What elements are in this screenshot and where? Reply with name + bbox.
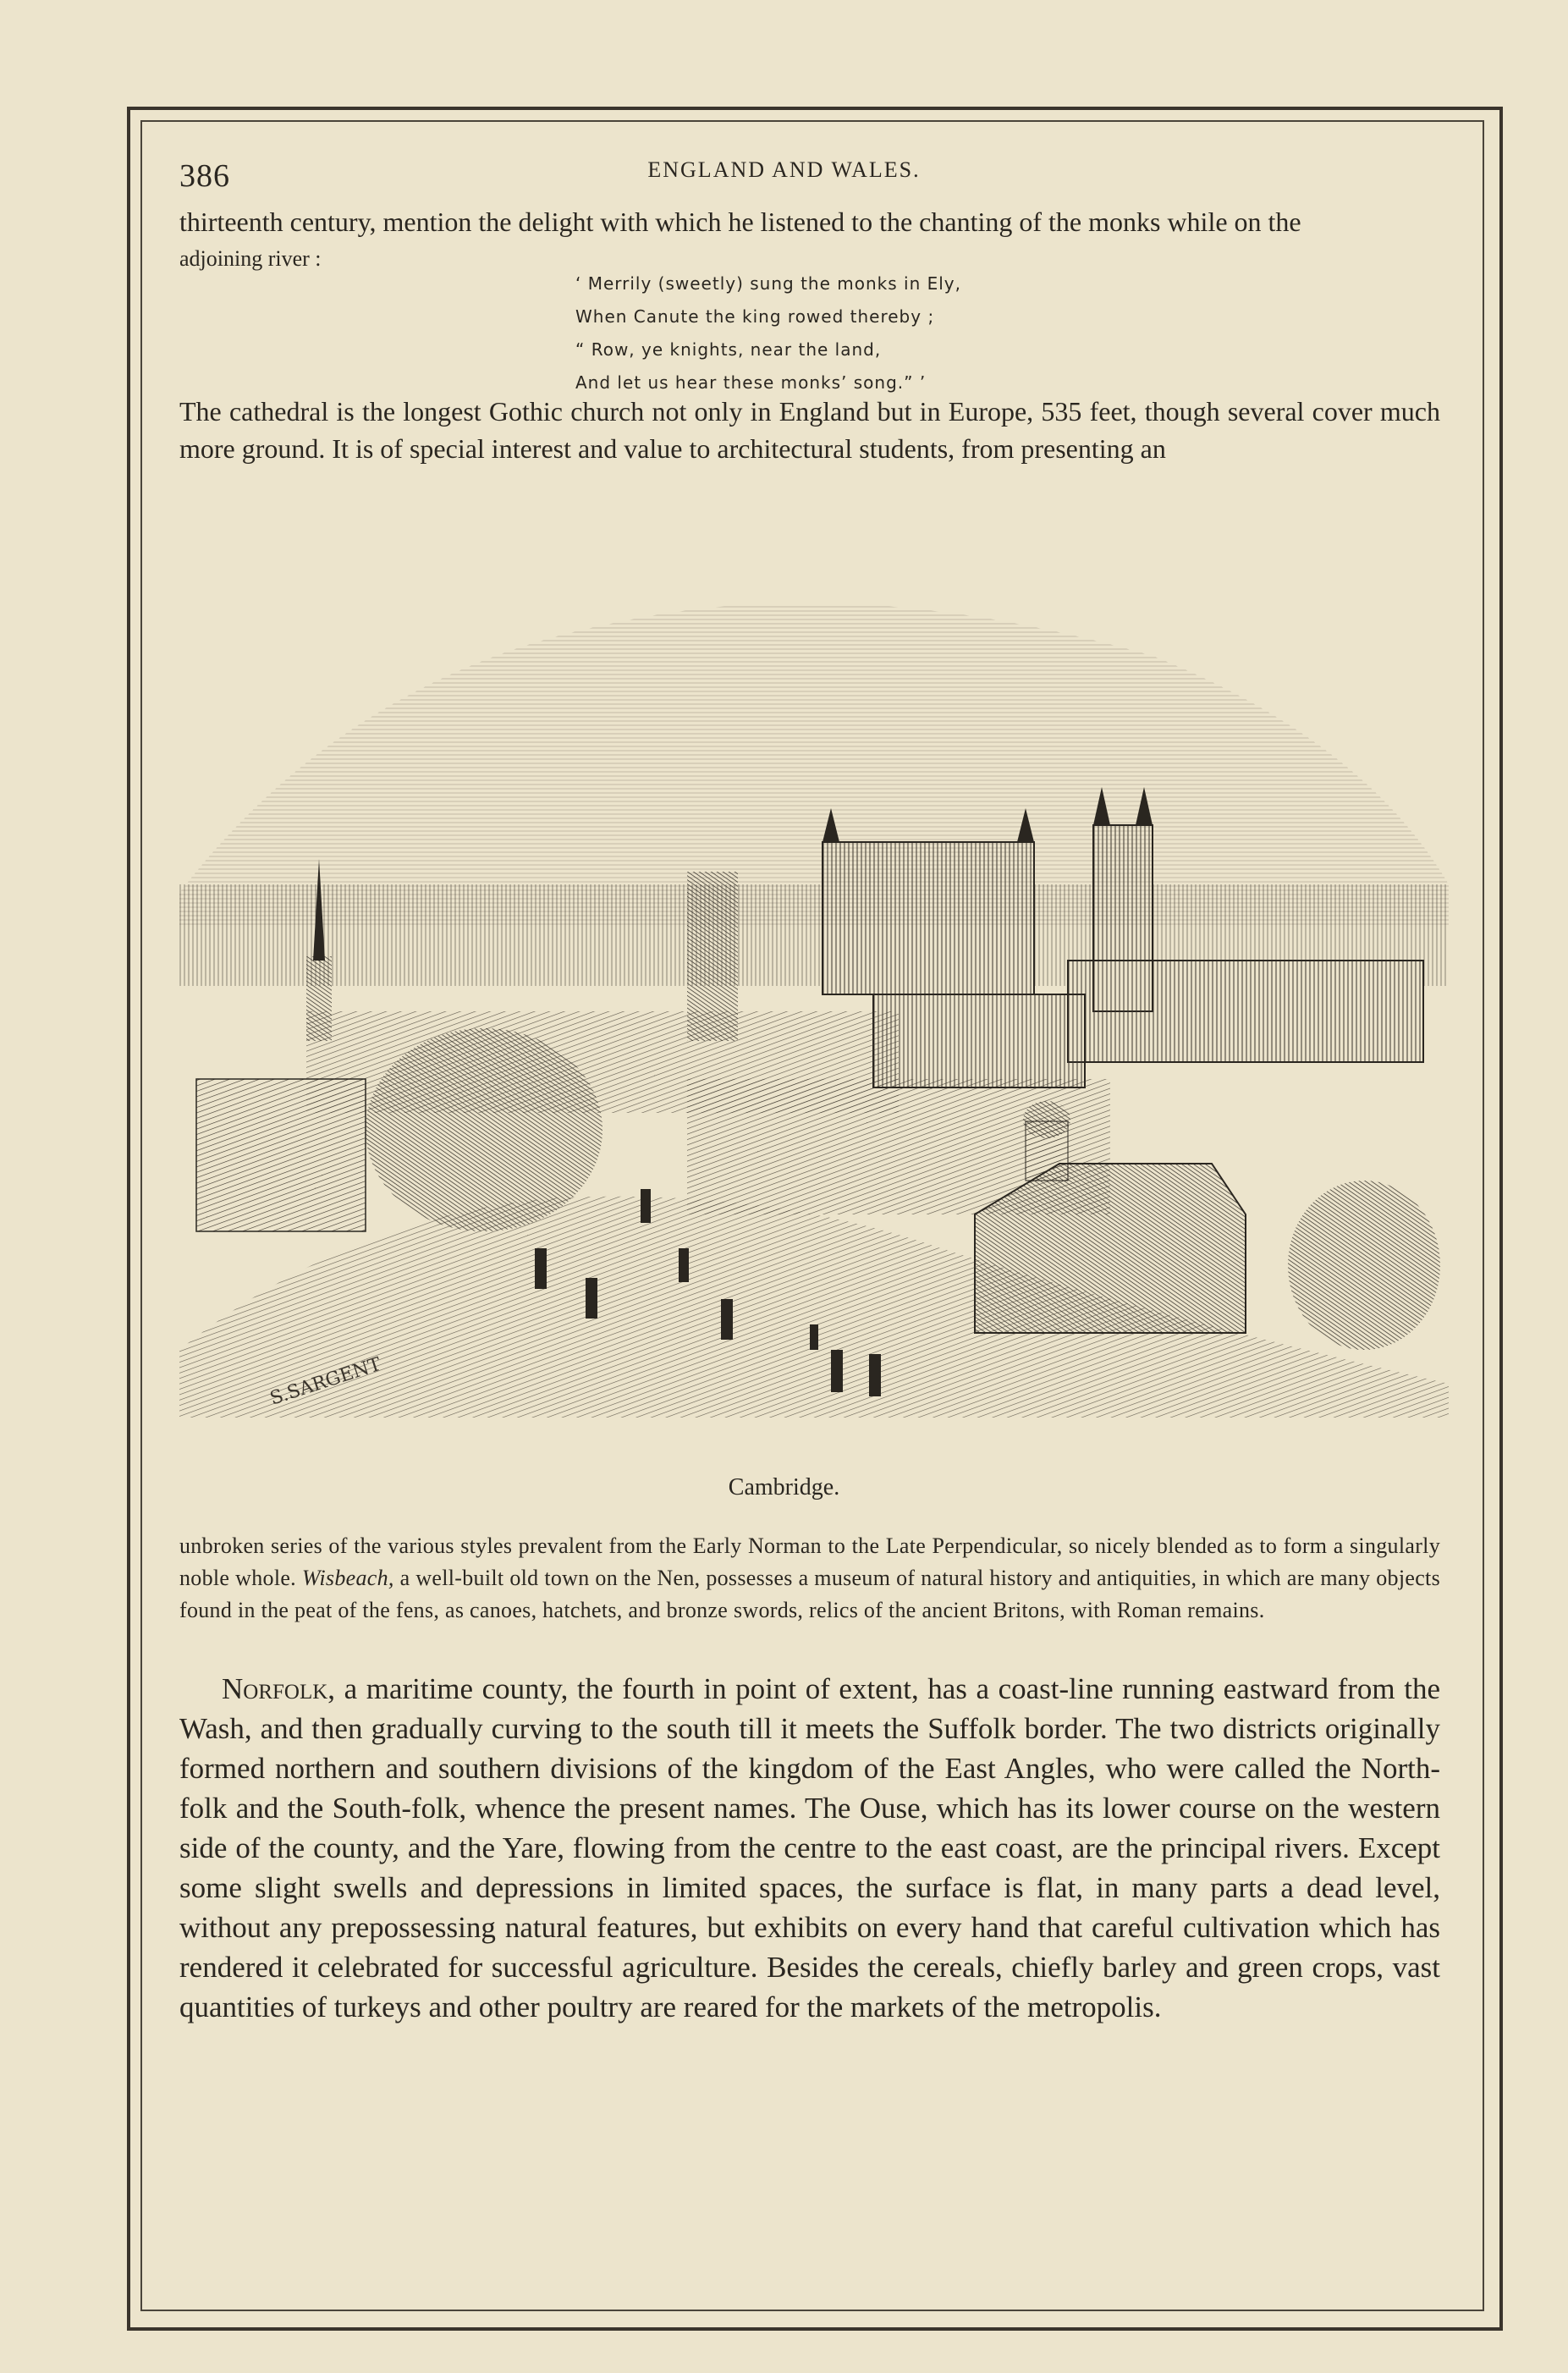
running-head: ENGLAND AND WALES. xyxy=(647,157,921,182)
poem-line: “ Row, ye knights, near the land, xyxy=(575,339,882,360)
poem-line: ‘ Merrily (sweetly) sung the monks in Ely, xyxy=(575,273,961,294)
continuation-text: unbroken series of the various styles prevalent from the Early Norman to the Late Perpendicular, so nicely blended as to form a singularly noble whole. xyxy=(179,1533,1440,1590)
top-paragraph-line-1: thirteenth century, mention the delight with which he listened to the chanting of the monks while on the xyxy=(179,206,1301,237)
continuation-paragraph xyxy=(179,1530,1440,1627)
poem-line: And let us hear these monks’ song.” ’ xyxy=(575,372,927,393)
continuation-text-rest: a well-built old town on the Nen, possesses a museum of natural history and antiquities, in which are many objects found in the peat of the fens, as canoes, hatchets, and bronze swords, relics of the ancient Britons, with Roman remains. xyxy=(179,1566,1440,1622)
poem-quotation xyxy=(575,267,961,399)
norfolk-lead: Norfolk, xyxy=(222,1672,336,1705)
top-paragraph xyxy=(179,203,1440,278)
place-name-italic: Wisbeach, xyxy=(301,1566,394,1590)
cambridge-engraving xyxy=(179,487,1449,1464)
engraver-signature: S.SARGENT xyxy=(267,1353,384,1410)
top-paragraph-line-2: adjoining river : xyxy=(179,246,322,271)
cathedral-paragraph: The cathedral is the longest Gothic church not only in England but in Europe, 535 feet, though several cover much more ground. It is of special interest and value to architectural students, from presenting an xyxy=(179,396,1440,464)
page-number: 386 xyxy=(179,158,230,194)
illustration-caption: Cambridge. xyxy=(728,1474,840,1500)
norfolk-text: a maritime county, the fourth in point of extent, has a coast-line running eastward from the Wash, and then gradually curving to the south till it meets the Suffolk border. The two districts originally formed northern and southern divisions of the kingdom of the East Angles, who were called the North-folk and the South-folk, whence the present names. The Ouse, which has its lower course on the western side of the county, and the Yare, flowing from the centre to the east coast, are the principal rivers. Except some slight swells and depressions in limited spaces, the surface is flat, in many parts a dead level, without any prepossessing natural features, but exhibits on every hand that careful cultivation which has rendered it celebrated for successful agriculture. Besides the cereals, chiefly barley and green crops, vast quantities of turkeys and other poultry are reared for the markets of the metropolis. xyxy=(179,1672,1440,2023)
norfolk-paragraph xyxy=(179,1669,1440,2027)
poem-line: When Canute the king rowed thereby ; xyxy=(575,306,935,327)
